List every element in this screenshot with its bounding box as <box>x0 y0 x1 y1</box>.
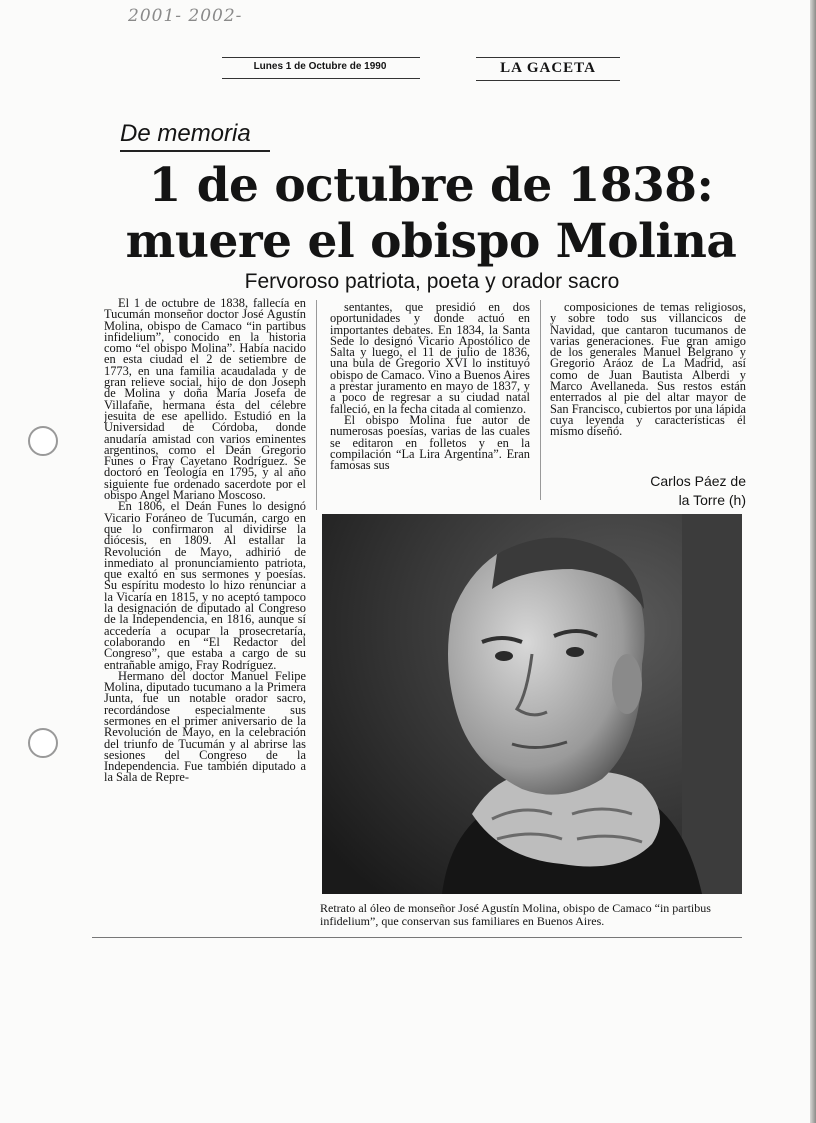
punch-hole <box>28 426 58 456</box>
punch-hole <box>28 728 58 758</box>
masthead-rule-top <box>476 57 620 58</box>
dateline-rule-top <box>222 57 420 58</box>
column-1 <box>104 298 306 938</box>
paragraph: Hermano del doctor Manuel Felipe Molina, diputado tucumano a la Primera Junta, fue un notable orador sacro, recordándose especialmente sus sermones en el primer aniversario de la Revolución de Mayo, en la celebración del triunfo de Tucumán y al abrirse las sesiones del Congreso de la Independencia. Fue también diputado a la Sala de Repre- <box>104 668 306 785</box>
byline-line-1: Carlos Páez de <box>650 473 746 489</box>
dateline: Lunes 1 de Octubre de 1990 <box>253 61 387 72</box>
column-3 <box>550 302 746 472</box>
portrait-illustration <box>322 514 742 894</box>
scan-edge <box>810 0 816 1123</box>
byline-line-2: la Torre (h) <box>678 492 746 508</box>
masthead-rule-bottom <box>476 80 620 81</box>
paragraph: El obispo Molina fue autor de numerosas poesías, varias de las cuales se editaron en folletos y en la compilación “La Lira Argentina”. Eran famosas sus <box>330 412 530 473</box>
photo-caption: Retrato al óleo de monseñor José Agustín Molina, obispo de Camaco “in partibus infidelium”, que conservan sus familiares en Buenos Aires. <box>320 901 711 928</box>
byline <box>600 472 746 510</box>
column-divider <box>540 300 541 500</box>
paragraph: sentantes, que presidió en dos oportunidades y donde actuó en importantes debates. En 1834, la Santa Sede lo designó Vicario Apostólico de Salta y luego, el 11 de julio de 1836, una bula de Gregorio XVI lo instituyó obispo de Camaco. Vino a Buenos Aires a prestar juramento en mayo de 1837, y a poco de regresar a su ciudad natal falleció, en la fecha citada al comienzo. <box>330 302 530 416</box>
paragraph: El 1 de octubre de 1838, fallecía en Tucumán monseñor doctor José Agustín Molina, obispo de Camaco “in partibus infidelium”, conocido en la historia como “el obispo Molina”. Había nacido en esta ciudad el 2 de setiembre de 1773, en una familia acaudalada y de gran relieve social, hijo de don Joseph de Molina y doña María Josefa de Villafañe, hermana ésta del célebre jesuita de ese apellido. Estudió en la Universidad de Córdoba, donde anudaría amistad con varios eminentes argentinos, como el Deán Gregorio Funes o Fray Cayetano Rodríguez. Se doctoró en Teología en 1795, y al año siguiente fue ordenado sacerdote por el obispo Angel Mariano Moscoso. <box>104 298 306 503</box>
section-kicker: De memoria <box>120 120 251 147</box>
dateline-rule-bottom <box>222 78 420 79</box>
portrait-photo <box>322 514 742 894</box>
column-2 <box>330 302 530 502</box>
headline <box>106 158 756 270</box>
newspaper-name: LA GACETA <box>500 60 596 76</box>
subheadline: Fervoroso patriota, poeta y orador sacro <box>244 270 620 293</box>
article-bottom-rule <box>92 937 742 938</box>
headline-line-1: 1 de octubre de 1838: <box>148 158 714 213</box>
handwritten-annotation: 2001- 2002- <box>128 6 243 26</box>
headline-line-2: muere el obispo Molina <box>125 214 737 269</box>
kicker-underline <box>120 150 270 152</box>
paragraph: En 1806, el Deán Funes lo designó Vicario Foráneo de Tucumán, cargo en que lo confirmaron al dividirse la diócesis, en 1809. Al estallar la Revolución de Mayo, adhirió de inmediato al pronunciamiento patriota, que exaltó en sus sermones y poesías. Su espíritu modesto lo hizo renunciar a la Vicaría en 1815, y no aceptó tampoco la designación de diputado al Congreso de la Independencia, en 1816, aunque sí accedería a ocupar la prosecretaría, colaborando en “El Redactor del Congreso”, que estaba a cargo de su entrañable amigo, Fray Rodríguez. <box>104 499 306 672</box>
column-divider <box>316 300 317 510</box>
paragraph: composiciones de temas religiosos, y sobre todo sus villancicos de Navidad, que cantaron tucumanos de varias generaciones. Fue gran amigo de los generales Manuel Belgrano y Gregorio Aráoz de La Madrid, así como de Juan Bautista Alberdi y Marco Avellaneda. Sus restos están enterrados al pie del altar mayor de San Francisco, cubiertos por una lápida cuya leyenda y características él mismo diseñó. <box>550 302 746 439</box>
